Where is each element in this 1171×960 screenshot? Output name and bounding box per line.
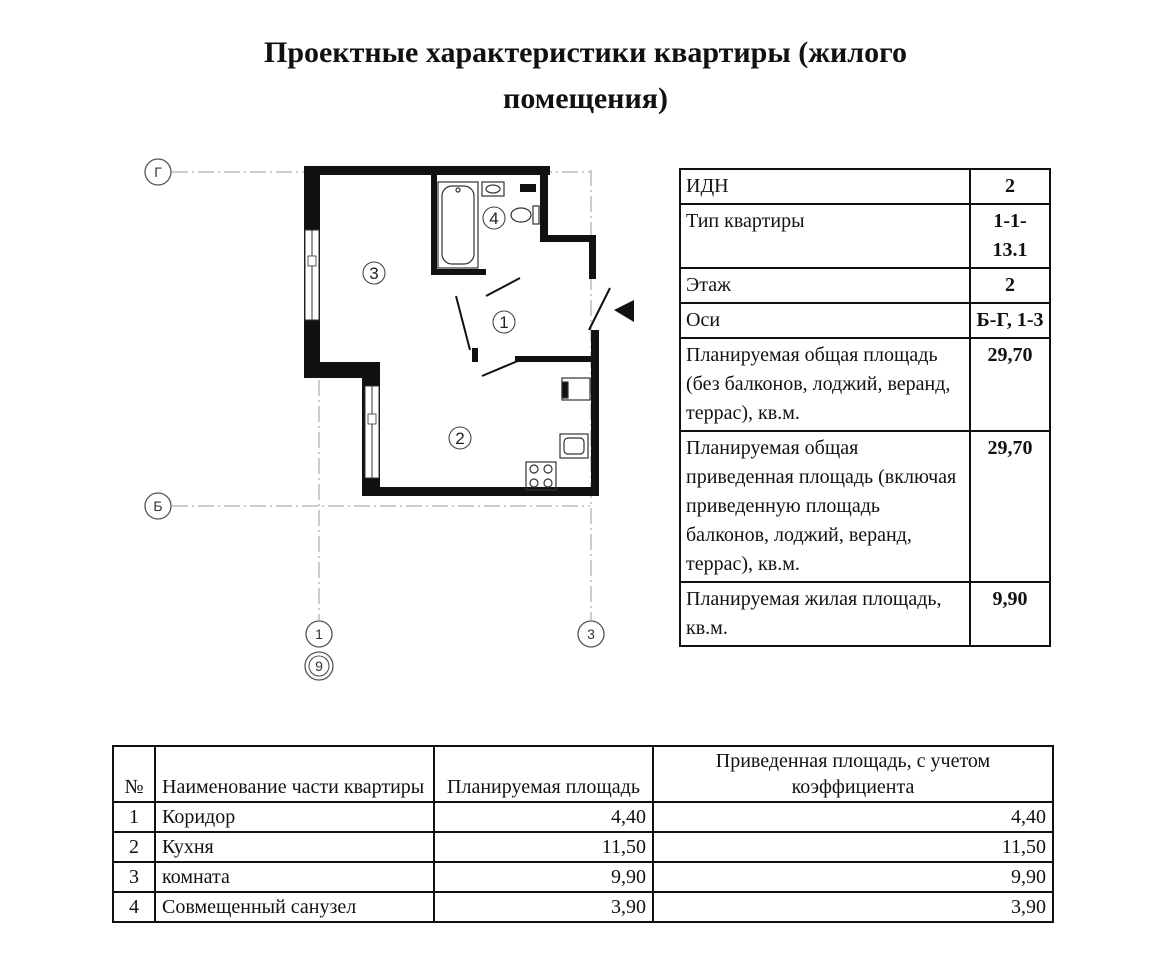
table-row: [113, 802, 1053, 832]
table-row: [113, 832, 1053, 862]
section-marker: [305, 652, 333, 680]
property-value: 29,70: [970, 338, 1050, 431]
washbasin: [482, 182, 504, 196]
axis-marker-1: [306, 621, 332, 647]
bathroom-fixture: [520, 184, 536, 192]
room-name-cell: комната: [155, 862, 434, 892]
room-name-cell: Совмещенный санузел: [155, 892, 434, 922]
column-header-name: Наименование части квартиры: [155, 746, 434, 802]
axis-label-b: Б: [153, 498, 163, 514]
table-row: [113, 892, 1053, 922]
section-label: 9: [315, 658, 323, 674]
room-marker-4: [483, 207, 505, 229]
title-line-2: помещения): [503, 82, 668, 115]
floor-plan: [120, 150, 640, 695]
room-marker-3: [363, 262, 385, 284]
property-label: Планируемая общая приведенная площадь (включая приведенную площадь балконов, лоджий, веранд, террас), кв.м.: [680, 431, 970, 582]
property-row: [680, 303, 1050, 338]
toilet: [511, 206, 539, 224]
page-title: [0, 30, 1171, 122]
table-header-row: [113, 746, 1053, 802]
column-header-number: №: [113, 746, 155, 802]
axis-label-1: 1: [315, 626, 323, 642]
property-value: 29,70: [970, 431, 1050, 582]
axis-marker-g: [145, 159, 171, 185]
property-label: Оси: [680, 303, 970, 338]
property-value: Б-Г, 1-3: [970, 303, 1050, 338]
property-row: [680, 582, 1050, 646]
axis-marker-b: [145, 493, 171, 519]
kitchen-cabinet: [562, 378, 590, 400]
table-row: [113, 862, 1053, 892]
planned-area-cell: 9,90: [434, 862, 653, 892]
planned-area-cell: 4,40: [434, 802, 653, 832]
property-label: Планируемая общая площадь (без балконов, лоджий, веранд, террас), кв.м.: [680, 338, 970, 431]
property-value: 9,90: [970, 582, 1050, 646]
column-header-planned-area: Планируемая площадь: [434, 746, 653, 802]
room-number-1: 1: [499, 313, 509, 332]
reduced-area-cell: 4,40: [653, 802, 1053, 832]
property-label: Этаж: [680, 268, 970, 303]
property-row: [680, 431, 1050, 582]
room-number-cell: 1: [113, 802, 155, 832]
window-room-2: [365, 386, 379, 478]
rooms-area-table: [112, 745, 1054, 923]
property-label: Планируемая жилая площадь, кв.м.: [680, 582, 970, 646]
window-room-3: [305, 230, 319, 320]
title-line-1: Проектные характеристики квартиры (жилого: [263, 36, 908, 69]
kitchen-sink: [560, 434, 588, 458]
room-number-cell: 2: [113, 832, 155, 862]
property-label: Тип квартиры: [680, 204, 970, 268]
exterior-walls: [304, 166, 599, 496]
room-name-cell: Коридор: [155, 802, 434, 832]
property-value: 2: [970, 169, 1050, 204]
column-header-reduced-area: Приведенная площадь, с учетом коэффициента: [653, 746, 1053, 802]
axis-marker-3: [578, 621, 604, 647]
planned-area-cell: 3,90: [434, 892, 653, 922]
room-number-cell: 3: [113, 862, 155, 892]
property-value: 2: [970, 268, 1050, 303]
property-row: [680, 204, 1050, 268]
room-marker-2: [449, 427, 471, 449]
property-label: ИДН: [680, 169, 970, 204]
axis-lines: [172, 170, 591, 620]
property-row: [680, 169, 1050, 204]
room-number-2: 2: [455, 429, 465, 448]
room-marker-1: [493, 311, 515, 333]
axis-label-3: 3: [587, 626, 595, 642]
reduced-area-cell: 3,90: [653, 892, 1053, 922]
property-value: 1-1-13.1: [970, 204, 1050, 268]
room-number-3: 3: [369, 264, 379, 283]
kitchen-stove: [526, 462, 556, 490]
room-name-cell: Кухня: [155, 832, 434, 862]
reduced-area-cell: 9,90: [653, 862, 1053, 892]
room-number-cell: 4: [113, 892, 155, 922]
property-row: [680, 268, 1050, 303]
planned-area-cell: 11,50: [434, 832, 653, 862]
bathtub: [438, 182, 478, 268]
room-number-4: 4: [489, 209, 499, 228]
apartment-properties-table: [679, 168, 1051, 647]
axis-label-g: Г: [154, 164, 162, 180]
reduced-area-cell: 11,50: [653, 832, 1053, 862]
property-row: [680, 338, 1050, 431]
entrance-arrow: [614, 300, 634, 322]
